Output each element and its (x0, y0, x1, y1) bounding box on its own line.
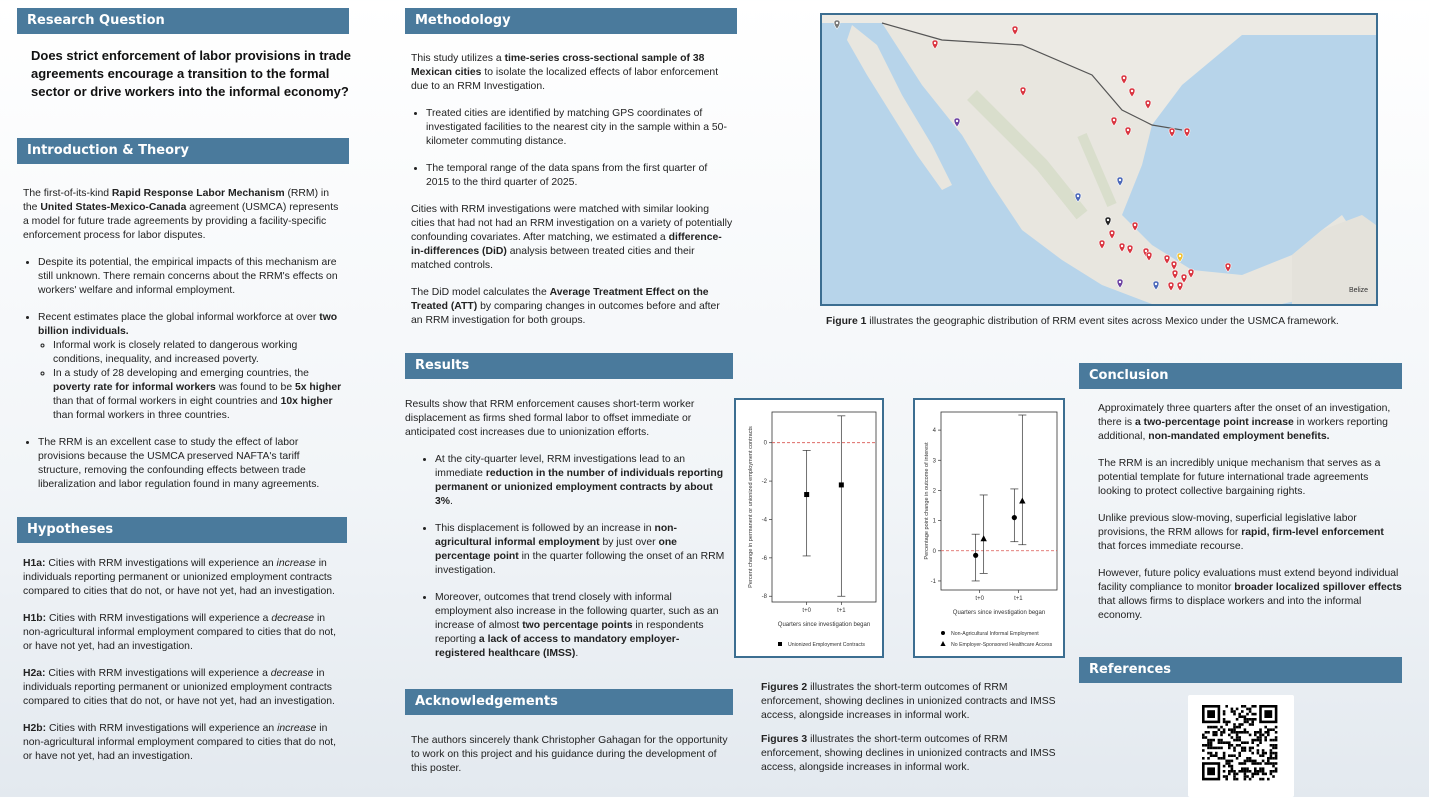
qr-code-image[interactable] (1188, 695, 1294, 797)
point-estimate (980, 535, 986, 541)
results-header: Results (405, 353, 733, 379)
map-pin-icon (1169, 128, 1175, 137)
list-item: • This displacement is followed by an increase in non-agricultural informal employment by just over one percentage point in the quarter following the onset of an RRM investigation. (435, 522, 727, 578)
methodology-paragraph: Cities with RRM investigations were matched with similar looking cities that had not had an RRM investigation on a variety of potentially confounding covariates. After matching, we estimated a difference-in-differences (DiD) analysis between treated cities and their matched controls. (411, 204, 733, 271)
legend-label: Non-Agricultural Informal Employment (951, 631, 1039, 637)
y-tick-label: 0 (932, 548, 936, 555)
references-header: References (1079, 657, 1402, 683)
y-tick-label: -6 (761, 555, 767, 562)
point-estimate (804, 492, 809, 497)
y-tick-label: 1 (932, 518, 936, 525)
point-estimate (1012, 515, 1017, 520)
list-item: ◦ In a study of 28 developing and emerging countries, the poverty rate for informal workers was found to be 5x higher than that of formal workers in eight countries and 10x higher than formal workers in three countries. (53, 367, 345, 423)
conclusion-paragraph: However, future policy evaluations must extend beyond individual facility compliance to monitor broader localized spillover effects that allows firms to displace workers and into the informal economy. (1098, 568, 1402, 621)
qr-code[interactable] (1188, 695, 1294, 797)
y-tick-label: -1 (930, 578, 936, 585)
y-tick-label: -2 (761, 479, 767, 486)
plot-frame (772, 412, 876, 602)
x-axis-label: Quarters since investigation began (952, 610, 1046, 616)
x-tick-label: t+1 (1014, 596, 1023, 602)
y-tick-label: 4 (932, 428, 936, 435)
map-label-belize: Belize (1349, 287, 1369, 294)
figure2-caption: Figures 2 illustrates the short-term outcomes of RRM enforcement, showing declines in unionized contracts and IMSS access, alongside increases in informal work. (761, 682, 1056, 721)
conclusion-paragraph: Unlike previous slow-moving, superficial legislative labor provisions, the RRM allows for rapid, firm-level enforcement that forces immediate recourse. (1098, 513, 1384, 552)
y-tick-label: -8 (761, 594, 767, 601)
hypothesis-h1a: H1a: Cities with RRM investigations will experience an increase in individuals reporting permanent or unionized employment contracts compared to cities that do not, or have not yet, had an investigation. (23, 558, 335, 597)
methodology-paragraph: The DiD model calculates the Average Treatment Effect on the Treated (ATT) by comparing changes in outcomes before and after an RRM investigation for both groups. (411, 287, 720, 326)
figure3-caption: Figures 3 illustrates the short-term outcomes of RRM enforcement, showing declines in unionized contracts and IMSS access, alongside increases in informal work. (761, 734, 1056, 773)
map-pin-icon (834, 20, 840, 29)
figure2-chart (736, 400, 882, 656)
conclusion-paragraph: The RRM is an incredibly unique mechanism that serves as a potential template for future international trade agreements looking to protect collective bargaining rights. (1098, 458, 1381, 497)
hypotheses-header: Hypotheses (17, 517, 347, 543)
hypothesis-h2a: H2a: Cities with RRM investigations will experience a decrease in individuals reporting permanent or unionized employment contracts compared to cities that do not, or have not yet, had an investigation. (23, 668, 335, 707)
methodology-header: Methodology (405, 8, 737, 34)
figure1-caption: Figure 1 illustrates the geographic distribution of RRM event sites across Mexico under the USMCA framework. (826, 316, 1339, 327)
acknowledgements-body: The authors sincerely thank Christopher Gahagan for the opportunity to work on this project and his guidance during the development of this poster. (411, 735, 728, 774)
results-paragraph: Results show that RRM enforcement causes short-term worker displacement as firms shed formal labor to offset immediate or anticipated cost increases due to unionization efforts. (405, 399, 695, 438)
list-item: • The temporal range of the data spans from the first quarter of 2015 to the third quarter of 2025. (426, 162, 733, 190)
map-graphic (822, 15, 1376, 304)
results-body (405, 398, 727, 674)
figure3-chart (915, 400, 1063, 656)
x-axis-label: Quarters since investigation began (777, 622, 871, 628)
list-item: • Moreover, outcomes that trend closely with informal employment also increase in the following quarter, such as an increase of almost two percentage points in respondents reporting a lack of access to mandatory employer-registered healthcare (IMSS). (435, 591, 727, 661)
research-question: Does strict enforcement of labor provisions in trade agreements encourage a transition to the formal sector or drive workers into the informal economy? (31, 48, 352, 99)
intro-paragraph: The first-of-its-kind Rapid Response Labor Mechanism (RRM) in the United States-Mexico-Canada agreement (USMCA) represents a model for future trade agreements by providing a facility-specific enforcement process for labor disputes. (23, 188, 339, 241)
legend-marker (941, 631, 945, 635)
point-estimate (973, 553, 978, 558)
methodology-paragraph: This study utilizes a time-series cross-sectional sample of 38 Mexican cities to isolate the localized effects of labor enforcement due to an RRM Investigation. (411, 53, 719, 92)
plot-frame (941, 412, 1057, 590)
point-estimate (1019, 498, 1025, 504)
y-tick-label: -4 (761, 517, 767, 524)
legend-marker (940, 641, 945, 646)
y-axis-label: Percentage point change in outcome of interest (924, 442, 930, 560)
conclusion-paragraph: Approximately three quarters after the onset of an investigation, there is a two-percentage point increase in workers reporting additional, non-mandated employment benefits. (1098, 403, 1391, 442)
point-estimate (839, 482, 844, 487)
list-item: • Despite its potential, the empirical impacts of this mechanism are still unknown. There remain concerns about the RRM's effects on workers' welfare and informal employment. (38, 256, 345, 298)
legend-label: No Employer-Sponsored Healthcare Access (951, 642, 1053, 648)
legend-label: Unionized Employment Contracts (788, 642, 865, 648)
list-item: ◦ Informal work is closely related to dangerous working conditions, inequality, and increased poverty. (53, 339, 345, 367)
conclusion-header: Conclusion (1079, 363, 1402, 389)
legend-marker (778, 642, 782, 646)
hypothesis-h2b: H2b: Cities with RRM investigations will experience an increase in non-agricultural informal employment compared to cities that do not, or have not yet, had an investigation. (23, 723, 337, 762)
figure3-panel (913, 398, 1065, 658)
y-tick-label: 3 (932, 458, 936, 465)
list-item: • Recent estimates place the global informal workforce at over two billion individuals. ◦ Informal work is closely related to dangerous working conditions, inequality, and increased poverty. ◦ In a study of 28 developing and emerging countries, the poverty rate for informal workers was found to be 5x higher than that of formal workers in eight countries and 10x higher than formal workers in three countries. (38, 311, 345, 423)
methodology-body (411, 52, 733, 341)
map-pin-icon (1225, 263, 1231, 272)
acknowledgements-header: Acknowledgements (405, 689, 733, 715)
x-tick-label: t+1 (837, 608, 846, 614)
figure2-panel (734, 398, 884, 658)
hypotheses-body (23, 557, 345, 777)
y-axis-label: Percent change in permanent or unionized employment contracts (748, 426, 754, 588)
results-bullets (405, 453, 727, 661)
intro-bullets (23, 256, 345, 492)
intro-body (23, 187, 345, 505)
x-tick-label: t+0 (975, 596, 984, 602)
list-item: • At the city-quarter level, RRM investigations lead to an immediate reduction in the number of individuals reporting permanent or unionized employment contracts by about 3%. (435, 453, 727, 509)
y-tick-label: 0 (763, 440, 767, 447)
mexico-map (820, 13, 1378, 306)
intro-header: Introduction & Theory (17, 138, 349, 164)
research-question-header: Research Question (17, 8, 349, 34)
conclusion-body (1098, 402, 1402, 636)
map-pin-icon (1177, 253, 1183, 262)
map-pin-icon (1184, 128, 1190, 137)
list-item: • The RRM is an excellent case to study the effect of labor provisions because the USMCA preserved NAFTA's tariff structure, removing the confounding effects between trade liberalization and labor regulation found in many agreements. (38, 436, 345, 492)
x-tick-label: t+0 (802, 608, 811, 614)
y-tick-label: 2 (932, 488, 936, 495)
list-item: • Treated cities are identified by matching GPS coordinates of investigated facilities to the nearest city in the sample within a 50-kilometer commuting distance. (426, 107, 733, 149)
methodology-bullets (411, 107, 733, 190)
hypothesis-h1b: H1b: Cities with RRM investigations will experience a decrease in non-agricultural informal employment compared to cities that do not, or have not yet, had an investigation. (23, 613, 337, 652)
